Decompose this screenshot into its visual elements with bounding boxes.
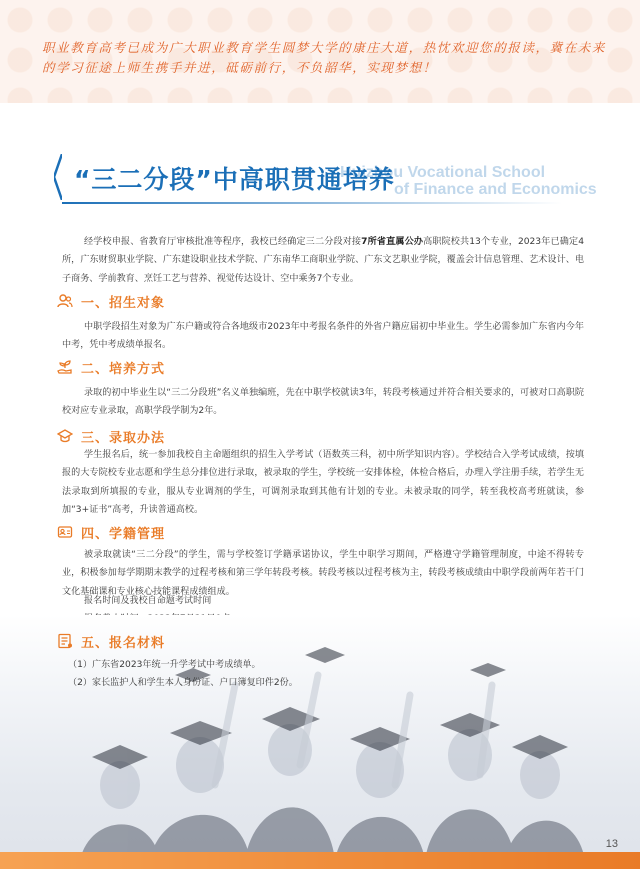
id-card-icon [56,524,73,541]
section-title-1: 一、招生对象 [81,295,166,311]
exam-time-label: 报名时间及我校自命题考试时间 [84,596,212,606]
intro-highlight: 7所省直属公办 [361,237,424,247]
footer-bar [0,852,640,869]
banner-underline [62,202,562,204]
section-heading-3 [56,426,165,446]
banner-title: “三二分段”中高职贯通培养 [74,165,395,194]
section-title-3: 三、录取办法 [81,430,166,446]
intro-text-2: 高职院校共13个专业，2023年已确定4所，广东财贸职业学院、广东建设职业技术学院、广东南华工商职业学院、广东文艺职业学院，覆盖会计信息管理、艺术设计、电子商务、学前教育、烹饪工艺与营养、视觉传达设计、空中乘务7个专业。 [62,237,584,284]
banner-english-line-1: Huizhou Vocational School [340,164,546,181]
intro-paragraph [62,233,584,288]
banner-english [340,164,600,198]
banner-english-line-2: of Finance and Economics [394,181,597,198]
section-heading-2 [56,357,165,377]
section-title-2: 二、培养方式 [81,361,166,377]
section-text-4: 被录取就读“三二分段”的学生，需与学校签订学籍承诺协议，学生中职学习期间，严格遵守学籍管理制度，中途不得转专业，积极参加每学期期末教学的过程考核和第三学年转段考核。转段考核以过程考核为主，转段考核成绩由中职学段前两年若干门文化基础课和专业核心技能课程成绩组成。 [62,550,584,597]
sprout-hand-icon [56,359,73,376]
graduates-photo [0,615,640,860]
section-heading-5 [56,631,165,651]
page-number: 13 [605,838,618,850]
material-item-1: （1）广东省2023年统一升学考试中考成绩单。 [68,660,261,670]
banner-bracket-icon [54,154,62,200]
intro-text-1: 经学校申报、省教育厅审核批准等程序，我校已经确定三二分段对接 [84,237,362,247]
section-text-3: 学生报名后，统一参加我校自主命题组织的招生入学考试（语数英三科，初中所学知识内容）。学校结合入学考试成绩，按填报的大专院校专业志愿和学生总分排位进行录取，被录取的学生，学校统一安排体检，体检合格后，办理入学注册手续，若学生无法录取到所填报的专业，服从专业调剂的学生，可调剂录取到其他有计划的专业。未被录取的同学，转至我校高考班就读，参加“3+证书”高考，升读普通高校。 [62,450,584,516]
section-title-5: 五、报名材料 [81,635,166,651]
section-heading-4 [56,522,165,542]
graduation-cap-icon [56,428,73,445]
document-list-icon [56,633,73,650]
section-text-1: 中职学段招生对象为广东户籍或符合各地级市2023年中考报名条件的外省户籍应届初中毕业生。学生必需参加广东省内今年中考，凭中考成绩单报名。 [62,322,584,351]
material-item-2: （2）家长监护人和学生本人身份证、户口簿复印件2份。 [68,678,298,688]
people-icon [56,293,73,310]
motto-text: 职业教育高考已成为广大职业教育学生圆梦大学的康庄大道，热忱欢迎您的报读，冀在未来的学习征途上师生携手并进，砥砺前行，不负韶华，实现梦想！ [42,40,607,75]
section-heading-1 [56,291,165,311]
section-text-2: 录取的初中毕业生以“三二分段班”名义单独编班，先在中职学校就读3年，转段考核通过并符合相关要求的，可被对口高职院校对应专业录取，高职学段学制为2年。 [62,388,584,417]
section-title-4: 四、学籍管理 [81,526,166,542]
